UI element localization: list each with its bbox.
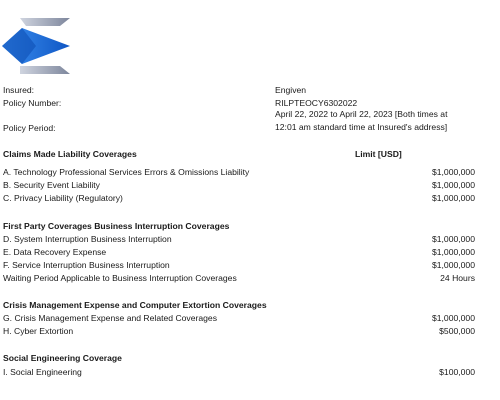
coverage-label: F. Service Interruption Business Interruption: [3, 260, 170, 270]
coverage-row: [3, 366, 475, 379]
first-party-heading: First Party Coverages Business Interruption Coverages: [3, 221, 230, 231]
coverage-row: [3, 259, 475, 272]
coverage-label: H. Cyber Extortion: [3, 326, 74, 336]
coverage-limit: $1,000,000: [431, 167, 475, 177]
company-logo: [2, 18, 72, 74]
policy-period-line2: 12:01 am standard time at Insured's address]: [275, 122, 448, 132]
coverage-label: G. Crisis Management Expense and Related Coverages: [3, 313, 218, 323]
coverage-limit: $1,000,000: [431, 234, 475, 244]
policy-number-value: RILPTEOCY6302022: [275, 98, 358, 108]
first-party-list: [3, 233, 475, 285]
coverage-row: [3, 246, 475, 259]
coverage-label: A. Technology Professional Services Errors & Omissions Liability: [3, 167, 250, 177]
coverage-row: [3, 166, 475, 179]
coverage-limit: 24 Hours: [440, 273, 475, 283]
limit-heading: Limit [USD]: [355, 149, 402, 159]
coverage-row: [3, 179, 475, 192]
coverage-limit: $1,000,000: [431, 180, 475, 190]
policy-period-label: Policy Period:: [3, 123, 56, 133]
insured-label: Insured:: [3, 85, 35, 95]
coverage-label: B. Security Event Liability: [3, 180, 100, 190]
insured-value: Engiven: [275, 85, 307, 95]
social-list: [3, 366, 475, 379]
coverage-limit: $1,000,000: [431, 313, 475, 323]
coverage-limit: $100,000: [439, 367, 475, 377]
crisis-list: [3, 312, 475, 338]
policy-number-label: Policy Number:: [3, 98, 62, 108]
coverage-label: E. Data Recovery Expense: [3, 247, 107, 257]
coverage-label: C. Privacy Liability (Regulatory): [3, 193, 123, 203]
coverage-row: [3, 192, 475, 205]
policy-period-line1: April 22, 2022 to April 22, 2023 [Both times at: [275, 109, 448, 119]
coverage-row: [3, 272, 475, 285]
coverage-limit: $1,000,000: [431, 193, 475, 203]
claims-made-list: [3, 166, 475, 205]
crisis-heading: Crisis Management Expense and Computer Extortion Coverages: [3, 300, 267, 310]
coverage-label: I. Social Engineering: [3, 367, 82, 377]
coverage-limit: $500,000: [439, 326, 475, 336]
coverage-limit: $1,000,000: [431, 260, 475, 270]
coverage-row: [3, 233, 475, 246]
coverage-row: [3, 325, 475, 338]
coverage-label: D. System Interruption Business Interruption: [3, 234, 172, 244]
coverage-row: [3, 312, 475, 325]
coverage-limit: $1,000,000: [431, 247, 475, 257]
claims-made-heading: Claims Made Liability Coverages: [3, 149, 137, 159]
coverage-label: Waiting Period Applicable to Business Interruption Coverages: [3, 273, 237, 283]
social-heading: Social Engineering Coverage: [3, 353, 122, 363]
